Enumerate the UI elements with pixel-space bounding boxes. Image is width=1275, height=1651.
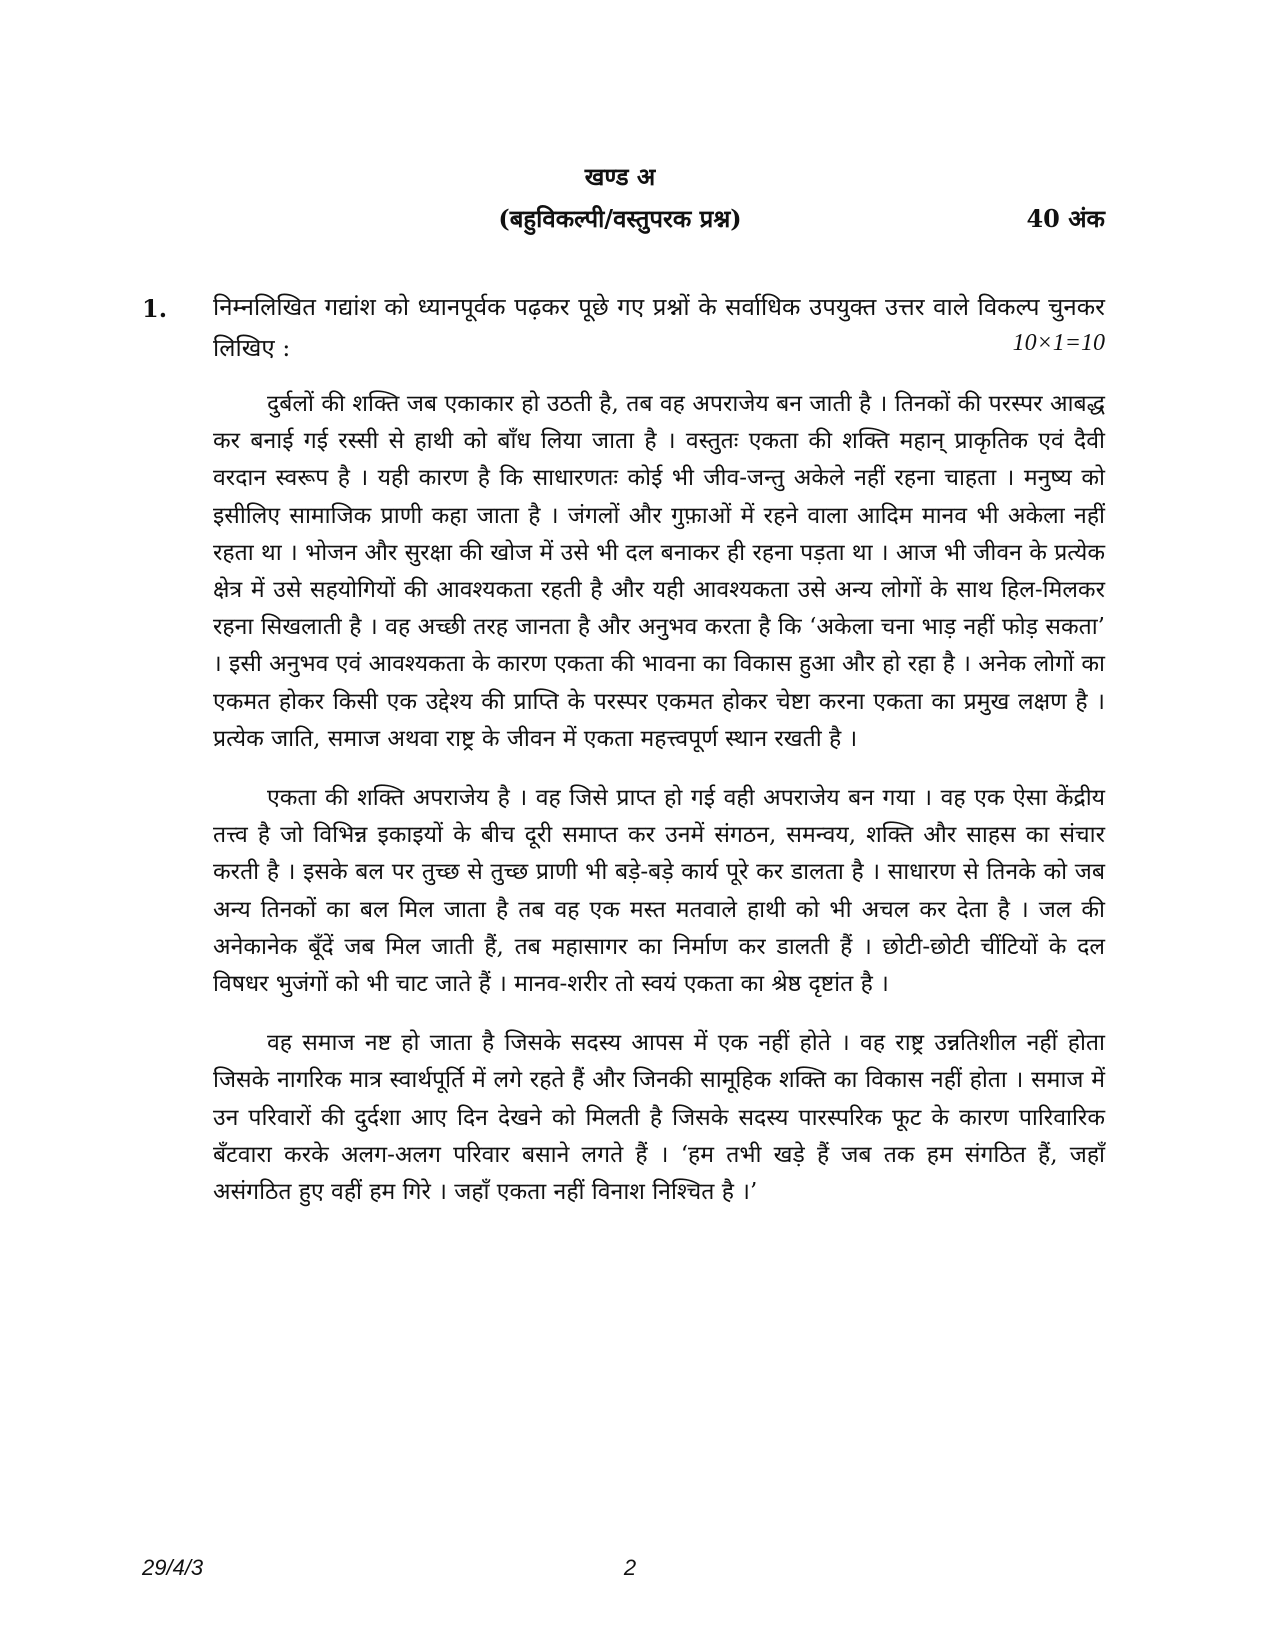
passage-paragraph-1: दुर्बलों की शक्ति जब एकाकार हो उठती है, तब वह अपराजेय बन जाती है । तिनकों की परस्पर आबद्ध कर बनाई गई रस्सी से हाथी को बाँध लिया जाता है । वस्तुतः एकता की शक्ति महान् प्राकृतिक एवं दैवी वरदान स्वरूप है । यही कारण है कि साधारणतः कोई भी जीव-जन्तु अकेले नहीं रहना चाहता । मनुष्य को इसीलिए सामाजिक प्राणी कहा जाता है । जंगलों और गुफ़ाओं में रहने वाला आदिम मानव भी अकेला नहीं रहता था । भोजन और सुरक्षा की खोज में उसे भी दल बनाकर ही रहना पड़ता था । आज भी जीवन के प्रत्येक क्षेत्र में उसे सहयोगियों की आवश्यकता रहती है और यही आवश्यकता उसे अन्य लोगों के साथ हिल-मिलकर रहना सिखलाती है । वह अच्छी तरह जानता है और अनुभव करता है कि ‘अकेला चना भाड़ नहीं फोड़ सकता’ । इसी अनुभव एवं आवश्यकता के कारण एकता की भावना का विकास हुआ और हो रहा है । अनेक लोगों का एकमत होकर किसी एक उद्देश्य की प्राप्ति के परस्पर एकमत होकर चेष्टा करना एकता का प्रमुख लक्षण है । प्रत्येक जाति, समाज अथवा राष्ट्र के जीवन में एकता महत्त्वपूर्ण स्थान रखती है । [213, 391, 1105, 752]
question-marks: 10×1=10 [1012, 330, 1105, 356]
section-subtitle: (बहुविकल्पी/वस्तुपरक प्रश्न) [498, 204, 742, 233]
passage [213, 386, 1105, 1233]
section-marks: 40 अंक [1026, 204, 1105, 233]
paper-code: 29/4/3 [142, 1555, 204, 1580]
question-text: निम्नलिखित गद्यांश को ध्यानपूर्वक पढ़कर पूछे गए प्रश्नों के सर्वाधिक उपयुक्त उत्तर वाले विकल्प चुनकर लिखिए : [213, 293, 1105, 362]
question-number: 1. [142, 294, 168, 323]
page-number: 2 [623, 1555, 637, 1580]
passage-paragraph-2: एकता की शक्ति अपराजेय है । वह जिसे प्राप्त हो गई वही अपराजेय बन गया । वह एक ऐसा केंद्रीय तत्त्व है जो विभिन्न इकाइयों के बीच दूरी समाप्त कर उनमें संगठन, समन्वय, शक्ति और साहस का संचार करती है । इसके बल पर तुच्छ से तुच्छ प्राणी भी बड़े-बड़े कार्य पूरे कर डालता है । साधारण से तिनके को जब अन्य तिनकों का बल मिल जाता है तब वह एक मस्त मतवाले हाथी को भी अचल कर देता है । जल की अनेकानेक बूँदें जब मिल जाती हैं, तब महासागर का निर्माण कर डालती हैं । छोटी-छोटी चींटियों के दल विषधर भुजंगों को भी चाट जाते हैं । मानव-शरीर तो स्वयं एकता का श्रेष्ठ दृष्टांत है । [213, 785, 1105, 998]
section-title: खण्ड अ [584, 162, 656, 191]
passage-paragraph-3: वह समाज नष्ट हो जाता है जिसके सदस्य आपस में एक नहीं होते । वह राष्ट्र उन्नतिशील नहीं होता जिसके नागरिक मात्र स्वार्थपूर्ति में लगे रहते हैं और जिनकी सामूहिक शक्ति का विकास नहीं होता । समाज में उन परिवारों की दुर्दशा आए दिन देखने को मिलती है जिसके सदस्य पारस्परिक फूट के कारण पारिवारिक बँटवारा करके अलग-अलग परिवार बसाने लगते हैं । ‘हम तभी खड़े हैं जब तक हम संगठित हैं, जहाँ असंगठित हुए वहीं हम गिरे । जहाँ एकता नहीं विनाश निश्चित है ।’ [213, 1030, 1105, 1206]
